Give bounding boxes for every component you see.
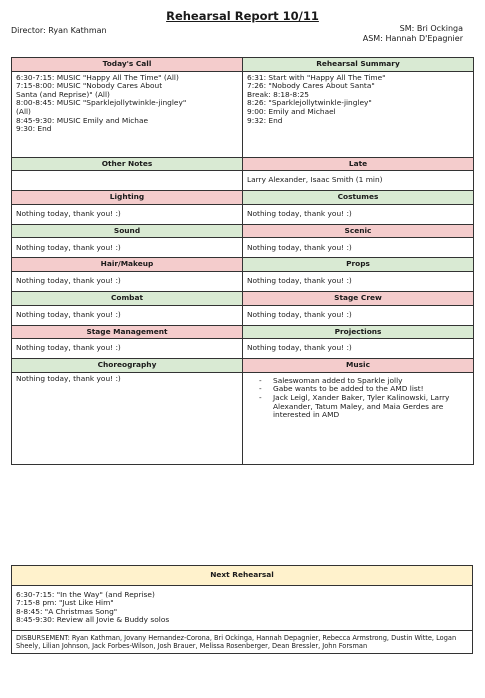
next-line: 8:45-9:30: Review all Jovie & Buddy solos [16, 615, 170, 625]
call-line: 9:30: End [16, 124, 52, 134]
other-notes-header: Other Notes [12, 157, 243, 171]
call-line: 7:15-8:00: MUSIC "Nobody Cares About [16, 81, 163, 91]
costumes-header: Costumes [243, 191, 474, 205]
list-item: - Saleswoman added to Sparkle jolly [273, 377, 469, 386]
call-line: 8:00-8:45: MUSIC "Sparklejollytwinkle-jingley" [16, 98, 187, 108]
props-header: Props [243, 258, 474, 272]
combat-body: Nothing today, thank you! :) [12, 305, 243, 325]
other-notes-body [12, 171, 243, 191]
next-rehearsal-header: Next Rehearsal [12, 566, 473, 586]
stage-manager-block [363, 24, 463, 44]
rehearsal-summary-header: Rehearsal Summary [243, 58, 474, 72]
late-body: Larry Alexander, Isaac Smith (1 min) [243, 171, 474, 191]
choreography-body: Nothing today, thank you! :) [12, 372, 243, 464]
summary-line: 9:32: End [247, 115, 283, 125]
sound-body: Nothing today, thank you! :) [12, 238, 243, 258]
next-line: 8-8:45: "A Christmas Song" [16, 606, 118, 616]
sound-header: Sound [12, 224, 243, 238]
rehearsal-summary-body [243, 71, 474, 157]
scenic-header: Scenic [243, 224, 474, 238]
stage-crew-header: Stage Crew [243, 291, 474, 305]
hair-makeup-header: Hair/Makeup [12, 258, 243, 272]
stage-crew-body: Nothing today, thank you! :) [243, 305, 474, 325]
asm-label: ASM: Hannah D'Epagnier [362, 34, 463, 43]
next-line: 7:15-8 pm: "Just Like Him" [16, 598, 114, 608]
report-table [11, 57, 474, 465]
lighting-header: Lighting [12, 191, 243, 205]
props-body: Nothing today, thank you! :) [243, 271, 474, 291]
projections-body: Nothing today, thank you! :) [243, 339, 474, 359]
disbursement: DISBURSEMENT: Ryan Kathman, Jovany Hernandez-Corona, Bri Ockinga, Hannah Depagnier, Rebecca Armstrong, Dustin Witte, Logan Sheely, Lilian Johnson, Jack Forbes-Wilson, Josh Brauer, Melissa Rosenberger, Dean Bressler, John Forsman [12, 630, 473, 653]
combat-header: Combat [12, 291, 243, 305]
music-body [243, 372, 474, 464]
todays-call-header: Today's Call [12, 58, 243, 72]
next-rehearsal-body [12, 585, 473, 630]
stage-management-header: Stage Management [12, 325, 243, 339]
music-header: Music [243, 359, 474, 373]
late-header: Late [243, 157, 474, 171]
choreography-header: Choreography [12, 359, 243, 373]
next-rehearsal-table [11, 565, 473, 654]
list-item: - Jack Leigl, Xander Baker, Tyler Kalinowski, Larry Alexander, Tatum Maley, and Maia Gerdes are interested in AMD [273, 394, 469, 420]
next-line: 6:30-7:15: "In the Way" (and Reprise) [16, 589, 155, 599]
todays-call-body [12, 71, 243, 157]
call-line: 8:45-9:30: MUSIC Emily and Michae [16, 115, 149, 125]
stage-management-body: Nothing today, thank you! :) [12, 339, 243, 359]
costumes-body: Nothing today, thank you! :) [243, 204, 474, 224]
scenic-body: Nothing today, thank you! :) [243, 238, 474, 258]
call-line: Santa (and Reprise)" (All) [16, 89, 110, 99]
sm-label: SM: Bri Ockinga [399, 24, 463, 33]
hair-makeup-body: Nothing today, thank you! :) [12, 271, 243, 291]
summary-line: 8:26: "Sparklejollytwinkle-jingley" [247, 98, 372, 108]
summary-line: Break: 8:18-8:25 [247, 89, 310, 99]
music-list [247, 377, 469, 420]
call-line: 6:30-7:15: MUSIC "Happy All The Time" (All) [16, 72, 179, 82]
lighting-body: Nothing today, thank you! :) [12, 204, 243, 224]
report-title: Rehearsal Report 10/11 [166, 9, 319, 23]
list-item: - Gabe wants to be added to the AMD list! [273, 385, 469, 394]
projections-header: Projections [243, 325, 474, 339]
director-label: Director: Ryan Kathman [11, 26, 107, 35]
call-line: (All) [16, 106, 31, 116]
summary-line: 9:00: Emily and Michael [247, 106, 336, 116]
summary-line: 6:31: Start with "Happy All The Time" [247, 72, 386, 82]
summary-line: 7:26: "Nobody Cares About Santa" [247, 81, 375, 91]
